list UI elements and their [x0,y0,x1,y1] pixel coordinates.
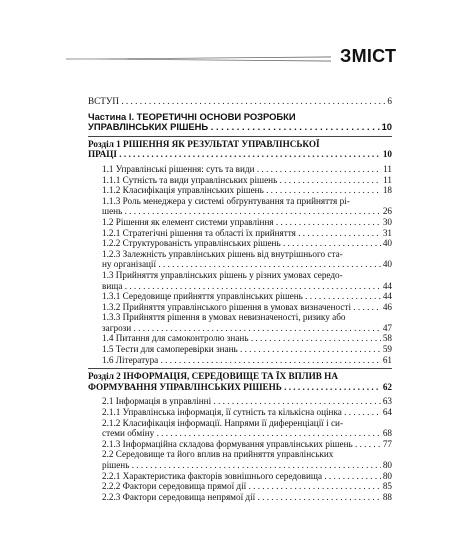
toc-entry-text: 1.1 Управлінські рішення: суть та види . . . [102,164,392,175]
toc-page-number: 44 [382,291,392,302]
toc-entry[interactable] [88,112,392,133]
toc-entry-text: 1.2.1 Стратегічні рішення та області їх прийняття . . . [102,228,392,239]
toc-entry-text: ВСТУП . . . [88,96,392,107]
toc-entry[interactable] [88,368,392,392]
toc-entry[interactable] [88,449,392,470]
toc-entry-text: 1.3.2 Прийняття управлінського рішення в умовах визначеності . . . [102,302,392,313]
toc-page-number: 47 [382,322,392,333]
toc-entry-text: УПРАВЛІНСЬКИХ РІШЕНЬ . . . [88,122,392,133]
toc-entry-text: 1.1.3 Роль менеджера у системі обґрунтування та прийняття рі- [102,195,350,206]
toc-entry-text: Розділ 2 ІНФОРМАЦІЯ, СЕРЕДОВИЩЕ ТА ЇХ ВПЛИВ НА [88,371,338,382]
toc-page-number: 63 [382,396,392,407]
toc-page-number: 6 [387,96,392,106]
toc-entry-text: 1.2.3 Залежність управлінських рішень від внутрішнього ста- [102,248,343,259]
toc-entry-text: 2.2.1 Характеристика факторів зовнішнього середовища . . . [102,471,392,482]
toc-entry-text: Частина І. ТЕОРЕТИЧНІ ОСНОВИ РОЗРОБКИ [88,110,296,122]
toc-page-number: 61 [382,354,392,365]
toc-page-number: 77 [382,438,392,449]
toc-entry-text: загрози . . . [102,323,392,334]
toc-entry-text: 2.1.3 Інформаційна складова формування управлінських рішень . . . [102,439,392,450]
toc-page-number: 58 [382,333,392,344]
toc-page-number: 80 [382,460,392,470]
toc-entry-text: 1.4 Питання для самоконтролю знань . . . [102,333,392,344]
toc-entry[interactable] [88,492,392,503]
toc-entry-text: 1.2 Рішення як елемент системи управління . . . [102,217,392,228]
toc-entry[interactable] [88,439,392,450]
toc-entry-text: 1.2.2 Структурованість управлінських рішень . . . [102,238,392,249]
toc-entry[interactable] [88,355,392,366]
page-title: ЗМІСТ [340,46,397,66]
toc-entry[interactable] [88,344,392,355]
toc-entry-text: 1.6 Література . . . [102,355,392,366]
toc-entry[interactable] [88,471,392,482]
toc-entry-text: ФОРМУВАННЯ УПРАВЛІНСЬКИХ РІШЕНЬ . . . [88,382,392,393]
toc-entry-text: стеми обміну . . . [102,428,392,439]
toc-entry[interactable] [88,407,392,418]
toc-entry[interactable] [88,481,392,492]
toc-entry-text: 1.1.2 Класифікація управлінських рішень . . . [102,185,392,196]
toc-page-number: 10 [382,149,392,160]
toc-entry[interactable] [88,333,392,344]
toc-entry-text: 1.3.1 Середовище прийняття управлінських рішень . . . [102,291,392,302]
toc-entry-text: вища . . . [102,281,392,292]
toc-entry-text: 2.1.1 Управлінська інформація, її сутність та кількісна оцінка . . . [102,407,392,418]
toc-entry[interactable] [88,185,392,196]
toc-entry-text: рішень . . . [102,460,392,471]
toc-entry[interactable] [88,291,392,302]
toc-page-number: 11 [383,163,392,174]
toc-page-number: 46 [382,301,392,312]
toc-entry-text: шень . . . [102,206,392,217]
toc-page-number: 10 [381,121,392,133]
table-of-contents [88,96,392,502]
toc-entry-text: 2.2.3 Фактори середовища непрямої дії . . . [102,492,392,503]
toc-page-number: 30 [382,216,392,227]
toc-entry[interactable] [88,418,392,439]
toc-page-number: 88 [382,491,392,502]
toc-page-number: 40 [382,259,392,270]
toc-entry[interactable] [88,164,392,175]
toc-page-number: 26 [382,206,392,217]
toc-page-number: 62 [382,381,392,392]
toc-page-number: 64 [382,407,392,418]
toc-entry[interactable] [88,217,392,228]
toc-page-number: 59 [382,344,392,355]
toc-entry-text: ПРАЦІ . . . [88,149,392,160]
toc-entry[interactable] [88,136,392,160]
toc-entry[interactable] [88,312,392,333]
toc-entry[interactable] [88,96,392,107]
toc-page-number: 80 [382,470,392,481]
toc-entry-text: 2.2.2 Фактори середовища прямої дії . . . [102,481,392,492]
toc-entry[interactable] [88,249,392,270]
toc-entry[interactable] [88,175,392,186]
toc-entry-text: 1.3.3 Прийняття рішення в умовах невизначеності, ризику або [102,312,346,323]
toc-entry-text: 1.5 Тести для самоперевірки знань . . . [102,344,392,355]
toc-entry-text: ну організації . . . [102,259,392,270]
toc-entry-text: 1.3 Прийняття управлінських рішень у різних умовах середо- [102,269,343,280]
toc-entry[interactable] [88,270,392,291]
toc-page-number: 68 [382,428,392,439]
toc-page-number: 44 [382,280,392,291]
toc-page-number: 11 [383,174,392,185]
toc-entry[interactable] [88,238,392,249]
decorative-double-rule [66,55,331,63]
toc-entry[interactable] [88,396,392,407]
toc-entry-text: 2.1.2 Класифікація інформації. Напрями її диференціації і си- [102,417,344,428]
toc-entry-text: 2.1 Інформація в управлінні . . . [102,396,392,407]
toc-page-number: 18 [382,185,392,196]
toc-entry-text: Розділ 1 РІШЕННЯ ЯК РЕЗУЛЬТАТ УПРАВЛІНСЬКОЇ [88,138,320,149]
toc-page-number: 85 [382,481,392,492]
toc-entry[interactable] [88,196,392,217]
toc-entry[interactable] [88,228,392,239]
toc-entry-text: 1.1.1 Сутність та види управлінських рішень . . . [102,175,392,186]
toc-page-number: 40 [382,238,392,249]
toc-page-number: 31 [382,227,392,238]
toc-entry-text: 2.2 Середовище та його вплив на прийняття управлінських [102,449,334,460]
toc-entry[interactable] [88,302,392,313]
